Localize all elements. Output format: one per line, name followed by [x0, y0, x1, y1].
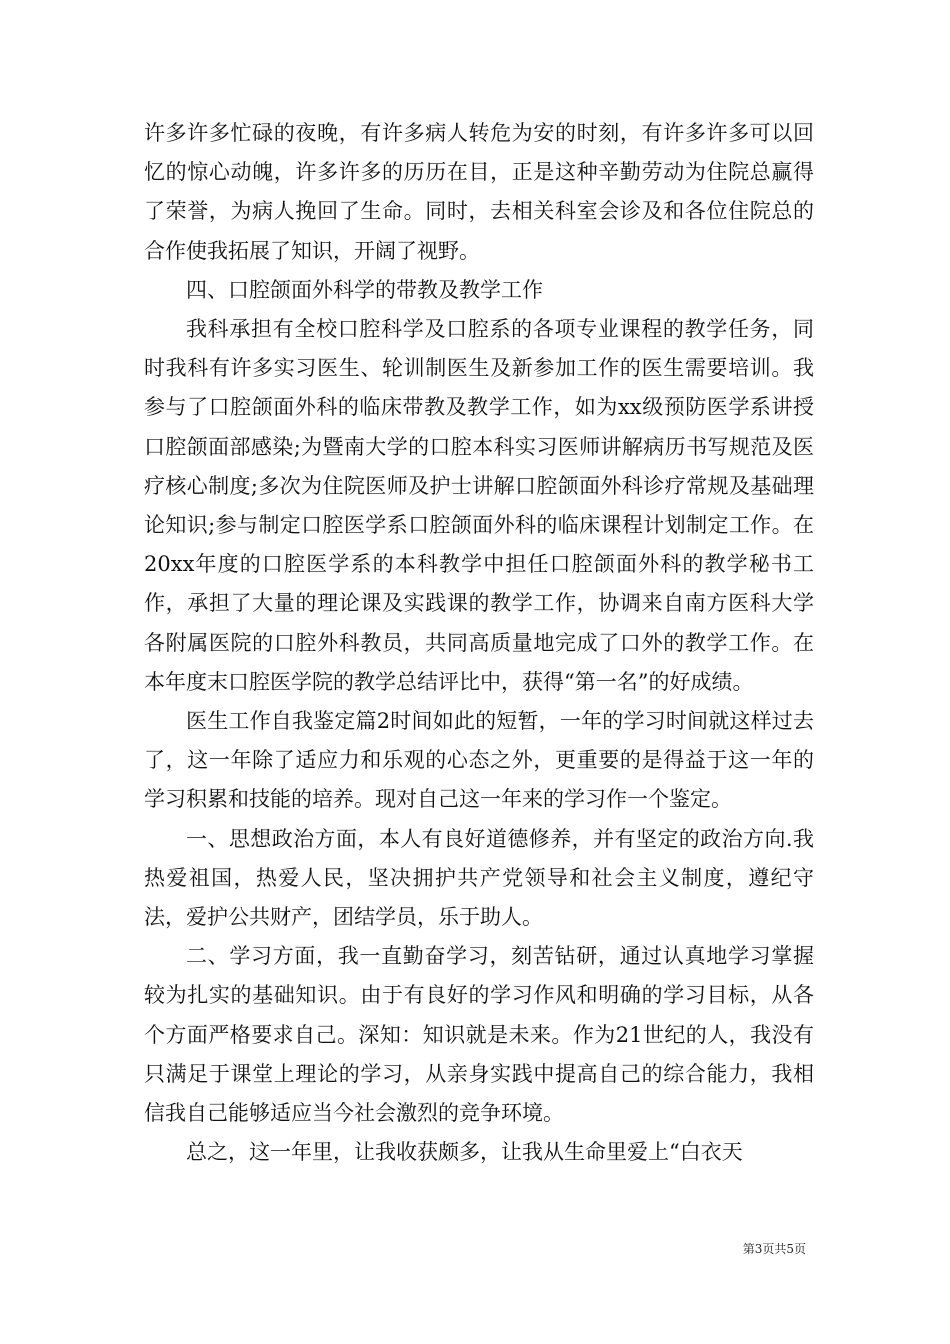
- document-body: [144, 114, 814, 1172]
- paragraph-continuation: 许多许多忙碌的夜晚，有许多病人转危为安的时刻，有许多许多可以回忆的惊心动魄，许多许多的历历在目，正是这种辛勤劳动为住院总赢得了荣誉，为病人挽回了生命。同时，去相关科室会诊及和各位住院总的合作使我拓展了知识，开阔了视野。: [144, 121, 814, 263]
- paragraph-self-appraisal-intro: 医生工作自我鉴定篇2时间如此的短暂，一年的学习时间就这样过去了，这一年除了适应力和乐观的心态之外，更重要的是得益于这一年的学习积累和技能的培养。现对自己这一年来的学习作一个鉴定。: [144, 709, 814, 812]
- page-number: 第3页共5页: [742, 1242, 806, 1256]
- paragraph-summary: 总之，这一年里，让我收获颇多，让我从生命里爱上“白衣天: [186, 1140, 743, 1165]
- paragraph-study: 二、学习方面，我一直勤奋学习，刻苦钻研，通过认真地学习掌握较为扎实的基础知识。由于有良好的学习作风和明确的学习目标，从各个方面严格要求自己。深知：知识就是未来。作为21世纪的人，我没有只满足于课堂上理论的学习，从亲身实践中提高自己的综合能力，我相信我自己能够适应当今社会激烈的竞争环境。: [144, 944, 814, 1126]
- section-heading-teaching: 四、口腔颌面外科学的带教及教学工作: [186, 277, 543, 302]
- paragraph-teaching: 我科承担有全校口腔科学及口腔系的各项专业课程的教学任务，同时我科有许多实习医生、轮训制医生及新参加工作的医生需要培训。我参与了口腔颌面外科的临床带教及教学工作，如为xx级预防医学系讲授口腔颌面部感染;为暨南大学的口腔本科实习医师讲解病历书写规范及医疗核心制度;多次为住院医师及护士讲解口腔颌面外科诊疗常规及基础理论知识;参与制定口腔医学系口腔颌面外科的临床课程计划制定工作。在20xx年度的口腔医学系的本科教学中担任口腔颌面外科的教学秘书工作，承担了大量的理论课及实践课的教学工作，协调来自南方医科大学各附属医院的口腔外科教员，共同高质量地完成了口外的教学工作。在本年度末口腔医学院的教学总结评比中，获得“第一名”的好成绩。: [144, 317, 814, 694]
- paragraph-political: 一、思想政治方面，本人有良好道德修养，并有坚定的政治方向.我热爱祖国，热爱人民，坚决拥护共产党领导和社会主义制度，遵纪守法，爱护公共财产，团结学员，乐于助人。: [144, 826, 814, 930]
